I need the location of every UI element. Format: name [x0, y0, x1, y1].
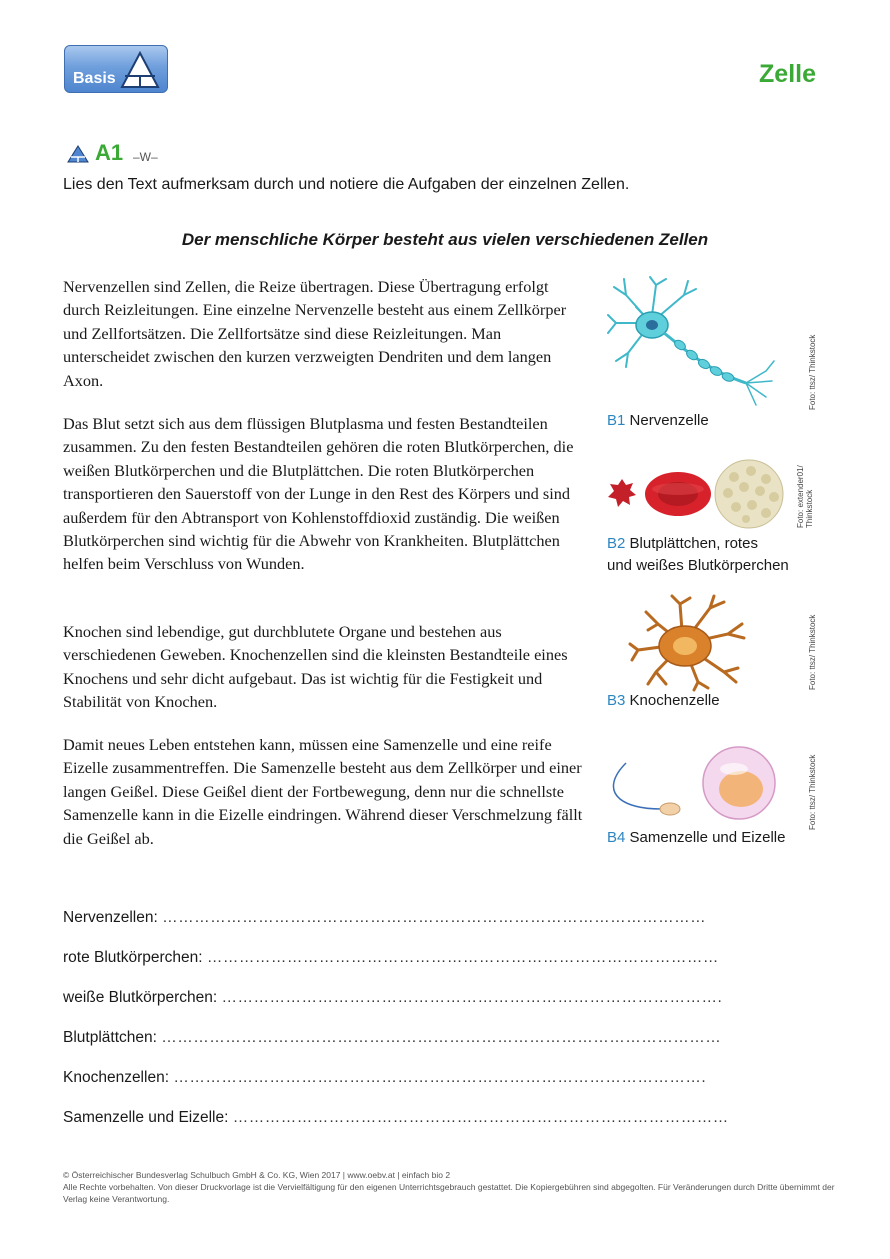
- logo-label: Basis: [73, 70, 116, 87]
- pyramid-icon: [119, 50, 161, 90]
- answer-line-knochenzellen[interactable]: [63, 1069, 823, 1087]
- pyramid-level-icon: [67, 145, 89, 163]
- answer-label: Nervenzellen:: [63, 909, 158, 926]
- answer-dots: ……………………………………………………………………………………………: [161, 1029, 722, 1046]
- answer-line-rote-blutkoerperchen[interactable]: [63, 949, 823, 967]
- task-id: A1: [95, 140, 124, 165]
- paragraph-nervenzellen: Nervenzellen sind Zellen, die Reize übertragen. Diese Übertragung erfolgt durch Reizleitungen. Eine einzelne Nervenzelle besteht aus einem Zellkörper und Zellfortsätzen. Die Zellfortsätze sind diese Reizleitungen. Man unterscheidet zwischen den kurzen verzweigten Dendriten und dem langen Axon.: [63, 277, 567, 390]
- answer-label: weiße Blutkörperchen:: [63, 989, 218, 1006]
- figure-caption-b1: [607, 410, 709, 432]
- answer-dots: ……………………………………………………………………………………: [206, 949, 719, 966]
- figure-number: B3: [607, 692, 626, 709]
- figure-caption-text: Knochenzelle: [629, 692, 720, 709]
- blood-cells-illustration: [606, 457, 788, 532]
- answer-label: rote Blutkörperchen:: [63, 949, 203, 966]
- bone-cell-illustration: [628, 594, 748, 692]
- paragraph-blut: Das Blut setzt sich aus dem flüssigen Blutplasma und festen Bestandteilen zusammen. Zu den festen Bestandteilen gehören die roten Blutkörperchen, die weißen Blutkörperchen und die Blutplättchen. Die roten Blutkörperchen transportieren den Sauerstoff von der Lunge in den Rest des Körpers und sind außerdem für den Abtransport von Kohlenstoffdioxid zuständig. Die weißen Blutkörperchen sind wichtig für die Abwehr von Krankheiten. Blutplättchen helfen beim Verschluss von Wunden.: [63, 414, 574, 574]
- answer-dots: ……………………………………………………………………………………….: [173, 1069, 707, 1086]
- figure-caption-text-line2: und weißes Blutkörperchen: [607, 557, 789, 574]
- answer-dots: …………………………………………………………………………………………: [162, 909, 707, 926]
- answer-line-samenzelle-eizelle[interactable]: [63, 1109, 823, 1127]
- section-heading: Der menschliche Körper besteht aus vielen verschiedenen Zellen: [181, 230, 709, 249]
- basis-logo: [64, 45, 168, 93]
- page-topic: Zelle: [759, 60, 816, 88]
- figure-caption-text: Samenzelle und Eizelle: [629, 829, 786, 846]
- figure-caption-b4: [607, 827, 785, 849]
- figure-caption-b2: [607, 533, 789, 577]
- answer-label: Blutplättchen:: [63, 1029, 157, 1046]
- photo-credit-line1: Foto: extender01/: [796, 465, 805, 528]
- figure-number: B1: [607, 412, 626, 429]
- footer-rights: Alle Rechte vorbehalten. Von dieser Druckvorlage ist die Vervielfältigung für den eigenen Unterrichtsgebrauch gestattet. Die Kopiergebühren sind abgegolten. Für Veränderungen durch Dritte übernimmt der Verlag keine Verantwortung.: [63, 1182, 835, 1204]
- photo-credit-line2: Thinkstock: [805, 489, 814, 528]
- task-instruction: Lies den Text aufmerksam durch und notiere die Aufgaben der einzelnen Zellen.: [63, 176, 630, 193]
- photo-credit-b3: Foto: ttsz/ Thinkstock: [808, 614, 817, 690]
- sperm-egg-illustration: [606, 745, 782, 825]
- figure-number: B4: [607, 829, 626, 846]
- paragraph-knochen: Knochen sind lebendige, gut durchblutete Organe und bestehen aus verschiedenen Geweben. Knochenzellen sind die kleinsten Bestandteile eines Knochens und sehr dicht aufgebaut. Das ist wichtig für die Festigkeit und Stabilität von Knochen.: [63, 622, 568, 712]
- figure-caption-b3: [607, 690, 720, 712]
- answer-dots: ………………………………………………………………………………….: [221, 989, 723, 1006]
- figure-caption-text: Nervenzelle: [629, 412, 709, 429]
- footer-copyright: © Österreichischer Bundesverlag Schulbuch GmbH & Co. KG, Wien 2017 | www.oebv.at | einfach bio 2: [63, 1170, 451, 1180]
- answer-line-weisse-blutkoerperchen[interactable]: [63, 989, 823, 1007]
- answer-line-blutplaettchen[interactable]: [63, 1029, 823, 1047]
- answer-line-nervenzellen[interactable]: [63, 909, 823, 927]
- figure-caption-text: Blutplättchen, rotes: [629, 535, 758, 552]
- photo-credit-b4: Foto: ttsz/ Thinkstock: [808, 754, 817, 830]
- answer-label: Knochenzellen:: [63, 1069, 169, 1086]
- nerve-cell-illustration: [606, 275, 778, 413]
- photo-credit-b1: Foto: ttsz/ Thinkstock: [808, 334, 817, 410]
- photo-credit-b2: [796, 465, 814, 528]
- answer-label: Samenzelle und Eizelle:: [63, 1109, 229, 1126]
- paragraph-samenzelle: Damit neues Leben entstehen kann, müssen eine Samenzelle und eine reife Eizelle zusammentreffen. Die Samenzelle besteht aus dem Zellkörper und einer langen Geißel. Diese Geißel dient der Fortbewegung, denn nur die schnellste Samenzelle kann in die Eizelle eindringen. Während dieser Verschmelzung fällt die Geißel ab.: [63, 735, 583, 848]
- answer-dots: …………………………………………………………………………………: [232, 1109, 729, 1126]
- figure-number: B2: [607, 535, 626, 552]
- task-tag: –W–: [133, 150, 158, 164]
